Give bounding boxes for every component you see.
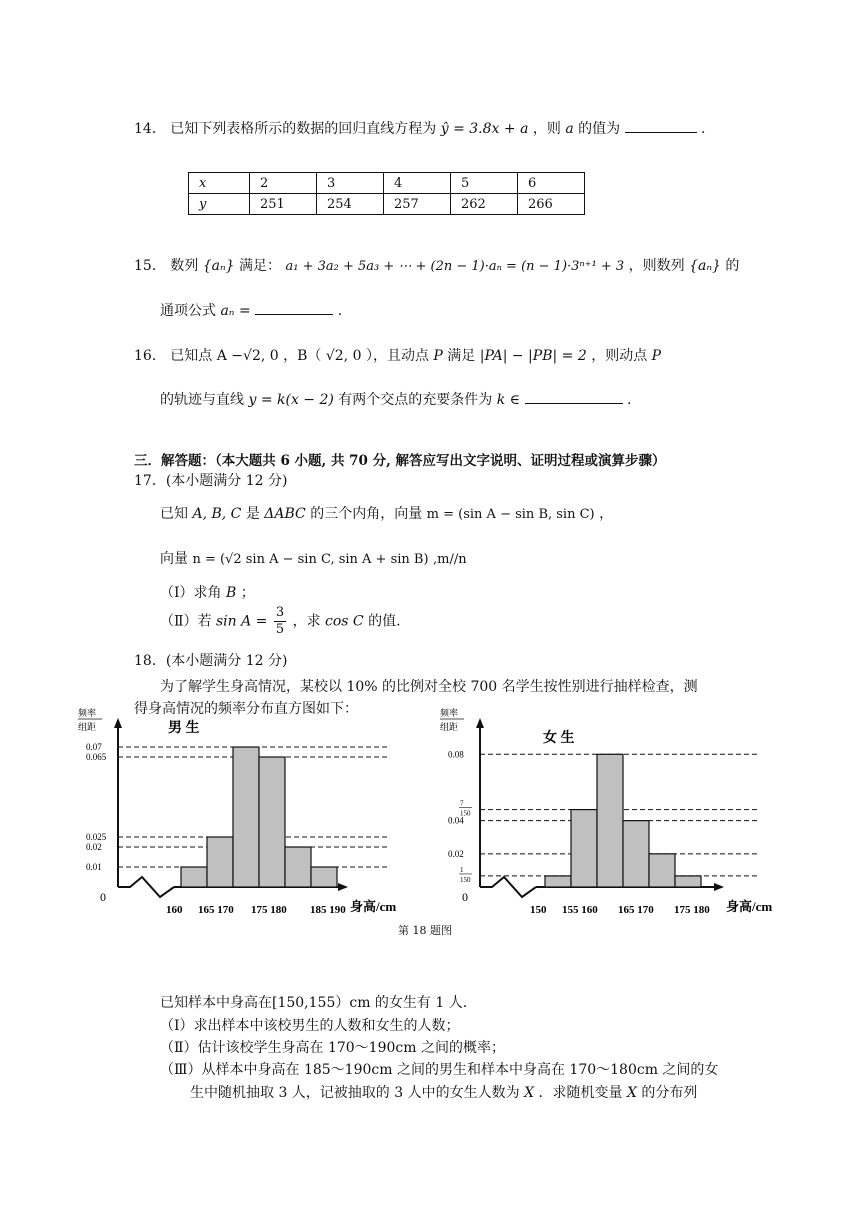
- histogram-bar: [311, 867, 337, 887]
- histogram-bar: [233, 747, 259, 887]
- q17-p1-text: （Ⅰ）求角: [160, 585, 222, 601]
- q16-line2: [160, 389, 631, 409]
- x-tick-label: 150: [530, 904, 547, 916]
- q17-triangle: ΔABC: [264, 506, 306, 522]
- q18-part3-line1: （Ⅲ）从样本中身高在 185～190cm 之间的男生和样本中身高在 170～180cm 之间的女: [160, 1062, 719, 1078]
- y-tick-label-denominator: 150: [460, 875, 471, 884]
- table-cell: 254: [317, 194, 384, 215]
- q17-p2-c: 的值.: [368, 613, 401, 630]
- y-tick-label-denominator: 150: [460, 809, 471, 818]
- q17-p2-sin: sin A =: [215, 613, 268, 630]
- histogram-bar: [285, 847, 311, 887]
- q16-text-a: 已知点 A: [170, 348, 227, 364]
- q18-part2: （Ⅱ）估计该校学生身高在 170～190cm 之间的概率；: [160, 1040, 505, 1056]
- q16-line2-a: 的轨迹与直线: [160, 392, 244, 408]
- q16-k-in: k ∈: [496, 392, 521, 408]
- y-label-top: 频率: [78, 708, 97, 718]
- table-cell: 3: [317, 173, 384, 194]
- chart-title: 男 生: [168, 721, 200, 736]
- section-3-title: 三．解答题：（本大题共 6 小题, 共 70 分, 解答应写出文字说明、证明过程或演算步骤）: [134, 453, 666, 469]
- y-tick-label: 0.02: [86, 842, 102, 852]
- histogram-bar: [675, 876, 701, 887]
- chart-title: 女 生: [543, 731, 575, 746]
- q14-data-table: [188, 172, 585, 215]
- table-cell: 6: [518, 173, 585, 194]
- y-tick-label: 0.04: [448, 815, 464, 826]
- table-cell: 2: [250, 173, 317, 194]
- q18-note: 已知样本中身高在[150,155）cm 的女生有 1 人.: [160, 995, 468, 1011]
- y-tick-label: 0.02: [448, 848, 464, 859]
- q15-line2-text: 通项公式: [160, 303, 216, 319]
- female-height-histogram: [438, 706, 778, 926]
- x-tick-label: 165 170: [618, 904, 654, 916]
- y-label-top: 频率: [440, 708, 459, 718]
- x-tick-label: 155 160: [562, 904, 598, 916]
- y-tick-label: 0.01: [86, 862, 102, 872]
- q18-intro-line1: 为了解学生身高情况，某校以 10% 的比例对全校 700 名学生按性别进行抽样检查，测: [160, 679, 698, 695]
- q15-number: 15．: [134, 258, 166, 274]
- q14-end: .: [701, 121, 706, 137]
- q17-p2-fraction: [274, 605, 286, 638]
- q15-eq-sign: =: [238, 303, 251, 319]
- q17-l1-a: 已知: [160, 506, 188, 522]
- q15-text-c: ，则数列: [628, 258, 685, 274]
- histogram-bar: [545, 876, 571, 887]
- q16-text-b: ，B（: [283, 348, 322, 364]
- y-label-bottom: 组距: [78, 722, 97, 732]
- q14-number: 14．: [134, 121, 166, 137]
- q17-part1: [160, 582, 255, 602]
- x-tick-label: 160: [166, 904, 183, 916]
- q18-p3-c: ．求随机变量: [538, 1085, 623, 1101]
- q16-number: 16．: [134, 348, 166, 364]
- table-cell: 257: [384, 194, 451, 215]
- origin-label: 0: [462, 890, 468, 904]
- q15-seq-2: {aₙ}: [689, 258, 721, 274]
- table-cell: 5: [451, 173, 518, 194]
- q17-m-vector: m = (sin A − sin B, sin C): [426, 507, 595, 522]
- y-tick-label: 0.08: [448, 749, 464, 760]
- q17-p2-cos: cos C: [325, 613, 364, 630]
- q18-x-var: X: [524, 1085, 535, 1101]
- q14-stem: [134, 118, 706, 138]
- histogram-bar: [181, 867, 207, 887]
- table-cell: 4: [384, 173, 451, 194]
- q14-var: a: [565, 121, 574, 137]
- q17-head: 17．(本小题满分 12 分): [134, 473, 288, 489]
- q17-line2: [160, 548, 467, 568]
- q17-l2-a: 向量: [160, 551, 188, 567]
- x-axis-break: [480, 877, 536, 897]
- q15-text-d: 的: [725, 258, 740, 274]
- q17-line1: [160, 503, 613, 523]
- q15-text-a: 数列: [170, 258, 199, 274]
- q14-equation: ŷ = 3.8x + a: [440, 121, 529, 137]
- histogram-bar: [207, 837, 233, 887]
- q17-n-vector: n = (√2 sin A − sin C, sin A + sin B): [192, 552, 429, 567]
- q16-p: P: [433, 348, 443, 364]
- q16-end: .: [626, 392, 632, 408]
- q15-equation: a₁ + 3a₂ + 5a₃ + ⋯ + (2n − 1)·aₙ = (n − 1)·3ⁿ⁺¹ + 3: [285, 259, 625, 274]
- q18-intro-line2: 得身高情况的频率分布直方图如下：: [134, 701, 358, 717]
- q16-line2-b: 有两个交点的充要条件为: [338, 392, 493, 408]
- q17-l1-c: 的三个内角，向量: [310, 506, 423, 522]
- x-tick-label: 165 170: [198, 904, 234, 916]
- q16-stem: [134, 345, 661, 365]
- q18-part1: （Ⅰ）求出样本中该校男生的人数和女生的人数；: [160, 1018, 460, 1034]
- q17-p2-b: ，求: [292, 613, 321, 630]
- q16-p-2: P: [651, 348, 662, 364]
- table-row-x: [189, 173, 585, 194]
- q16-text-d: 满足: [447, 348, 476, 364]
- q14-answer-blank[interactable]: [625, 118, 697, 133]
- q16-point-b: √2, 0: [325, 348, 362, 364]
- histogram-bar: [623, 821, 649, 887]
- q15-answer-blank[interactable]: [255, 300, 333, 315]
- histogram-bar: [571, 810, 597, 887]
- q18-head: 18．(本小题满分 12 分): [134, 653, 288, 669]
- q15-text-b: 满足：: [239, 258, 282, 274]
- q18-p3-d: 的分布列: [641, 1085, 698, 1101]
- origin-label: 0: [100, 890, 106, 904]
- q17-l1-b: 是: [245, 506, 260, 522]
- fraction-numerator: 3: [275, 605, 285, 620]
- q15-stem: [134, 255, 739, 275]
- y-label-bottom: 组距: [440, 722, 459, 732]
- q15-line2: [160, 300, 342, 320]
- q16-point-a: −√2, 0: [231, 348, 279, 364]
- q16-line-eq: y = k(x − 2): [248, 392, 334, 408]
- q17-p1-end: ；: [240, 585, 255, 601]
- y-tick-label: 0.07: [86, 742, 102, 752]
- q18-x-var-2: X: [626, 1085, 637, 1101]
- table-cell: 251: [250, 194, 317, 215]
- table-label-x: x: [189, 173, 250, 194]
- y-tick-label-numerator: 7: [460, 799, 464, 808]
- table-row-y: [189, 194, 585, 215]
- q17-part2: [160, 605, 401, 638]
- histogram-bar: [259, 757, 285, 887]
- q15-end: .: [337, 303, 343, 319]
- q14-text-a: 已知下列表格所示的数据的回归直线方程为: [170, 121, 437, 137]
- y-axis-arrow: [476, 718, 484, 728]
- q15-seq: {aₙ}: [202, 258, 235, 274]
- q16-condition: |PA| − |PB| = 2: [479, 348, 587, 364]
- q18-p3-b: 生中随机抽取 3 人，记被抽取的 3 人中的女生人数为: [190, 1085, 520, 1101]
- x-tick-label: 175 180: [674, 904, 710, 916]
- x-axis-arrow: [338, 883, 348, 891]
- q17-p2-a: （Ⅱ）若: [160, 613, 212, 630]
- x-tick-label: 185 190: [310, 904, 346, 916]
- q14-text-c: 的值为: [578, 121, 621, 137]
- x-tick-label: 175 180: [251, 904, 287, 916]
- q16-answer-blank[interactable]: [525, 389, 623, 404]
- fraction-denominator: 5: [275, 622, 285, 637]
- q17-p1-var: B: [225, 585, 237, 601]
- y-axis-arrow: [114, 718, 122, 728]
- q16-text-e: ，则动点: [591, 348, 648, 364]
- figure-caption: 第 18 题图: [398, 924, 452, 937]
- table-label-y: y: [189, 194, 250, 215]
- x-axis-arrow: [714, 883, 724, 891]
- x-axis-label: 身高/cm: [350, 899, 397, 914]
- q18-part3-line2: [190, 1082, 697, 1102]
- y-tick-label: 0.065: [86, 752, 107, 762]
- table-cell: 266: [518, 194, 585, 215]
- q17-l2-b: ,m//n: [433, 552, 467, 567]
- x-axis-break: [118, 877, 174, 897]
- q17-l1-end: ，: [599, 506, 614, 522]
- y-tick-label: 0.025: [86, 832, 107, 842]
- q16-text-c: ），且动点: [365, 348, 429, 364]
- table-cell: 262: [451, 194, 518, 215]
- q17-vars: A, B, C: [192, 506, 242, 522]
- male-height-histogram: [76, 706, 396, 926]
- q15-an: aₙ: [220, 303, 235, 319]
- q14-text-b: ，则: [532, 121, 561, 137]
- histogram-bar: [597, 754, 623, 887]
- histogram-bar: [649, 854, 675, 887]
- x-axis-label: 身高/cm: [726, 899, 773, 914]
- y-tick-label-numerator: 1: [460, 865, 464, 874]
